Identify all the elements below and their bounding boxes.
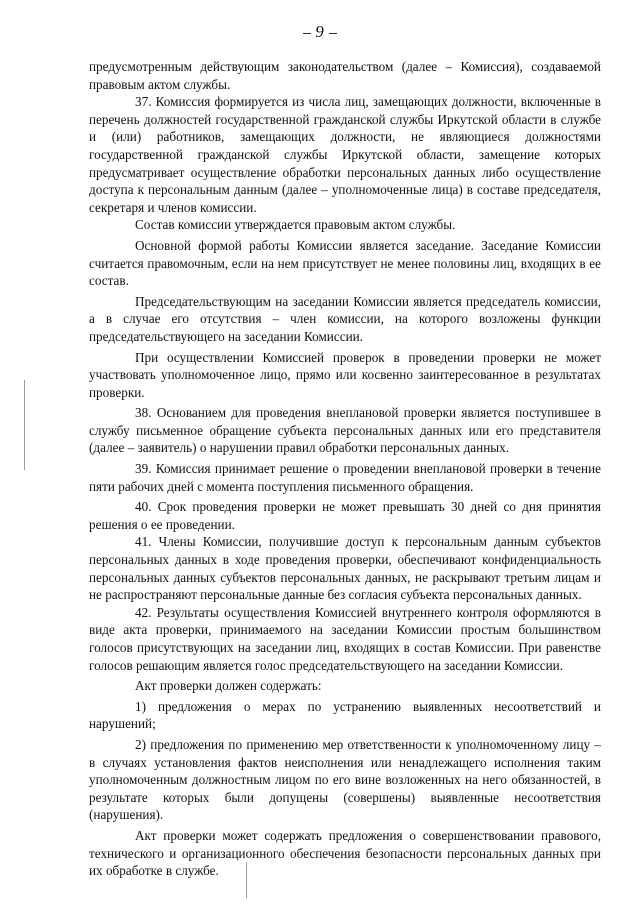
paragraph: При осуществлении Комиссией проверок в проведении проверки не может участвовать уполномоченное лицо, прямо или косвенно заинтересованное в результатах проверки. — [89, 349, 601, 400]
paragraph: Акт проверки должен содержать: — [135, 678, 322, 694]
paragraph: 42. Результаты осуществления Комиссией внутреннего контроля оформляются в виде акта проверки, принимаемого на заседании Комиссии простым большинством голосов присутствующих на заседании лиц, входящих в состав Комиссии. При равенстве голосов решающим является голос председательствующего на заседании Комиссии. — [89, 604, 601, 673]
paragraph: Основной формой работы Комиссии является заседание. Заседание Комиссии считается правомочным, если на нем присутствует не менее половины лиц, входящих в ее состав. — [89, 237, 601, 289]
scan-artifact-line — [246, 862, 247, 898]
list-item: 2) предложения по применению мер ответственности к уполномоченному лицу – в случаях установления фактов неисполнения или ненадлежащего исполнения таким уполномоченным должностным лицом по его вине возложенных на него обязанностей, в результате которых были допущены (совершены) выявленные несоответствия (нарушения). — [89, 736, 601, 823]
paragraph: 40. Срок проведения проверки не может превышать 30 дней со дня принятия решения о ее проведении. — [89, 499, 601, 532]
paragraph: 38. Основанием для проведения внеплановой проверки является поступившее в службу письменное обращение субъекта персональных данных или его представителя (далее – заявитель) о нарушении правил обработки персональных данных. — [89, 405, 601, 456]
paragraph: Состав комиссии утверждается правовым актом службы. — [135, 217, 456, 233]
paragraph: предусмотренным действующим законодательством (далее – Комиссия), создаваемой правовым актом службы. — [89, 59, 601, 92]
scan-artifact-line — [24, 380, 25, 470]
list-item: 1) предложения о мерах по устранению выявленных несоответствий и нарушений; — [89, 698, 601, 732]
paragraph: 39. Комиссия принимает решение о проведении внеплановой проверки в течение пяти рабочих дней с момента поступления письменного обращения. — [89, 461, 601, 494]
page-number: 9 — [0, 22, 640, 42]
paragraph: Председательствующим на заседании Комиссии является председатель комиссии, а в случае его отсутствия – член комиссии, на которого возложены функции председательствующего на заседании Комиссии. — [89, 293, 601, 344]
document-body — [89, 58, 601, 880]
paragraph: 37. Комиссия формируется из числа лиц, замещающих должности, включенные в перечень должностей государственной гражданской службы Иркутской области в службе и (или) работников, замещающих должности, не являющиеся должностями государственной гражданской службы Иркутской области, замещение которых предусматривает осуществление обработки персональных данных либо осуществление доступа к персональным данным (далее – уполномоченные лица) в составе председателя, секретаря и членов комиссии. — [89, 94, 601, 215]
paragraph: 41. Члены Комиссии, получившие доступ к персональным данным субъектов персональных данных в ходе проведения проверки, обеспечивают конфиденциальность персональных данных субъектов персональных данных, не раскрывают третьим лицам и не распространяют персональные данные без согласия субъекта персональных данных. — [89, 534, 601, 603]
paragraph: Акт проверки может содержать предложения о совершенствовании правового, технического и организационного обеспечения безопасности персональных данных при их обработке в службе. — [89, 827, 601, 879]
